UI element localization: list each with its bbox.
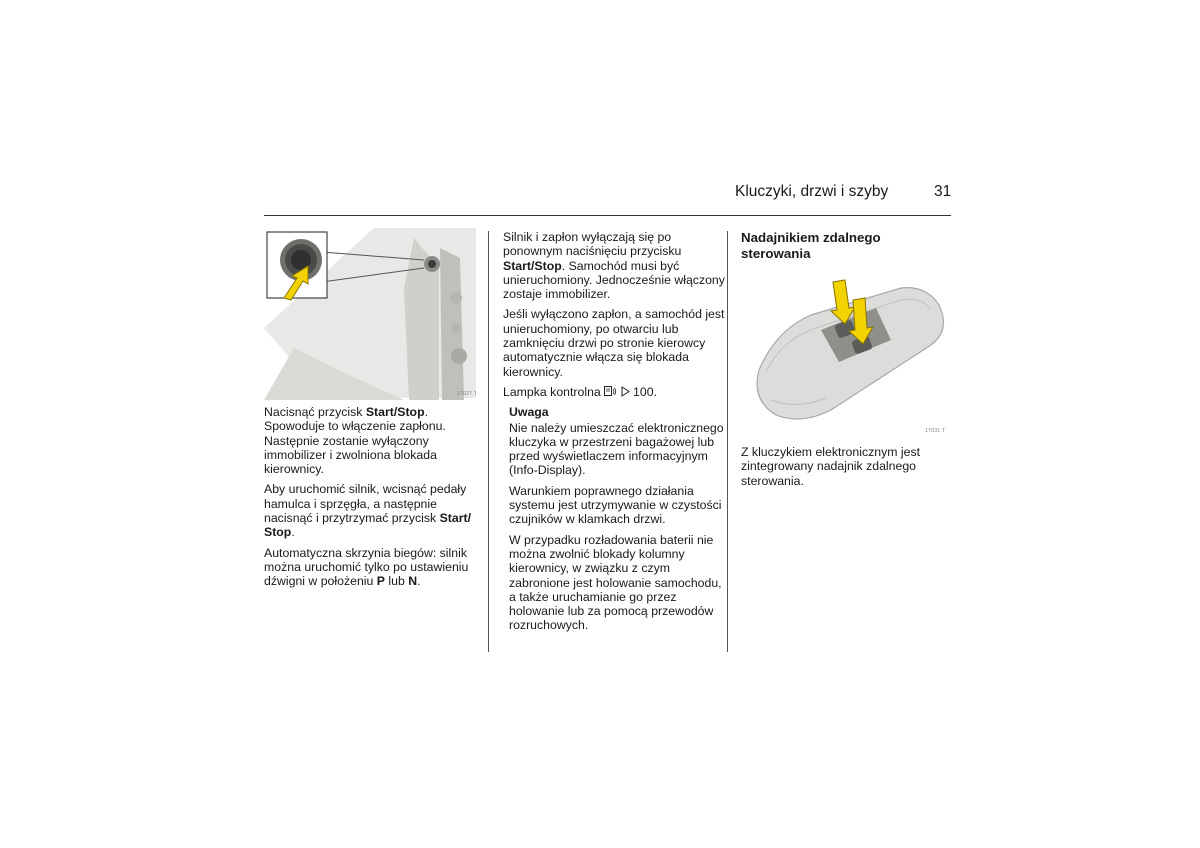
paragraph: Z kluczykiem elektronicznym jest zintegrowany nadajnik zdalnego sterowania. [741, 445, 921, 488]
page-header-title: Kluczyki, drzwi i szyby [735, 183, 889, 200]
paragraph: Silnik i zapłon wyłączają się po ponownym naciśnięciu przycisku Start/Stop. Samochód musi być unieruchomiony. Jednocześnie włączony zostaje immobilizer. [503, 230, 725, 302]
header-rule [264, 215, 951, 216]
page-reference-arrow-icon [621, 386, 630, 397]
note-box [503, 405, 725, 632]
column-1-text [264, 405, 484, 595]
section-heading: Nadajnikiem zdalnego sterowania [741, 230, 881, 261]
paragraph: Nie należy umieszczać elektronicznego kluczyka w przestrzeni bagażowej lub przed wyświetlaczem informacyjnym (Info-Display). [509, 420, 724, 478]
paragraph: W przypadku rozładowania baterii nie można zwolnić blokady kolumny kierownicy, w związku z czym zabronione jest holowanie samochodu, a także uruchamianie go przez holowanie lub za pomocą przewodów rozruchowych. [509, 532, 722, 633]
column-3-text [741, 445, 946, 494]
figure-code-label: 17031 T [925, 428, 946, 434]
remote-key-illustration [741, 270, 953, 438]
paragraph: Warunkiem poprawnego działania systemu jest utrzymywanie w czystości czujników w klamkach drzwi. [509, 483, 722, 527]
figure-code-label: 17027 T [457, 391, 476, 397]
note-title: Uwaga [509, 405, 549, 420]
column-divider-2 [727, 231, 728, 652]
paragraph: Automatyczna skrzynia biegów: silnik można uruchomić tylko po ustawieniu dźwigni w położeniu P lub N. [264, 545, 469, 589]
key-warning-lamp-icon [604, 386, 617, 397]
column-divider-1 [488, 231, 489, 652]
paragraph: Jeśli wyłączono zapłon, a samochód jest unieruchomiony, po otwarciu lub zamknięciu drzwi po stronie kierowcy automatycznie włącza się blokada kierownicy. [503, 307, 725, 379]
page-number: 31 [934, 183, 952, 200]
paragraph: Aby uruchomić silnik, wcisnąć pedały hamulca i sprzęgła, a następnie nacisnąć i przytrzymać przycisk Start/ Stop. [264, 482, 472, 540]
paragraph: Nacisnąć przycisk Start/Stop. Spowoduje to włączenie zapłonu. Następnie zostanie wyłączony immobilizer i zwolniona blokada kierownicy. [264, 405, 446, 477]
paragraph: Lampka kontrolna 100. [503, 384, 657, 399]
start-stop-button-illustration [264, 228, 476, 400]
column-2-text [503, 230, 725, 639]
